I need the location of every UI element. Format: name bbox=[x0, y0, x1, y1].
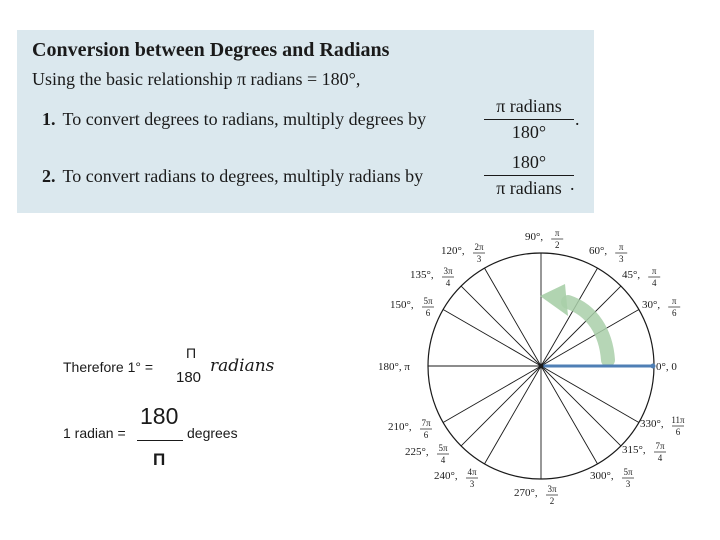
radians-word: radians bbox=[210, 356, 275, 376]
angle-label: 240°, bbox=[434, 470, 458, 482]
angle-label: 135°, bbox=[410, 269, 434, 281]
rule-2-fraction-numerator: 180° bbox=[511, 152, 547, 172]
angle-label-denominator: 2 bbox=[554, 240, 560, 250]
angle-label-numerator: 3π bbox=[443, 266, 453, 276]
rule-2-fraction bbox=[484, 152, 574, 199]
angle-label-numerator: 5π bbox=[623, 467, 633, 477]
rule-2-period: . bbox=[570, 174, 575, 194]
fraction-bar bbox=[484, 175, 574, 176]
rule-1-number: 1. bbox=[42, 109, 56, 129]
spoke-315 bbox=[541, 366, 621, 446]
angle-label-denominator: 2 bbox=[549, 496, 555, 506]
angle-label: 300°, bbox=[590, 470, 614, 482]
angle-label-numerator: π bbox=[554, 228, 560, 238]
angle-label: 60°, bbox=[589, 245, 608, 257]
angle-label-denominator: 3 bbox=[625, 479, 631, 489]
rotation-arrow bbox=[568, 302, 608, 360]
angle-label-numerator: π bbox=[671, 296, 677, 306]
rule-1 bbox=[42, 109, 426, 130]
angle-label: 210°, bbox=[388, 421, 412, 433]
angle-label-denominator: 6 bbox=[675, 427, 681, 437]
box-title: Conversion between Degrees and Radians bbox=[32, 39, 390, 61]
rule-1-fraction-numerator: π radians bbox=[496, 96, 562, 116]
therefore-text: Therefore 1° = bbox=[63, 359, 154, 375]
rule-1-text: To convert degrees to radians, multiply degrees by bbox=[62, 109, 427, 129]
spoke-225 bbox=[461, 366, 541, 446]
spoke-300 bbox=[541, 366, 598, 464]
spoke-330 bbox=[541, 366, 639, 423]
spoke-150 bbox=[443, 310, 541, 367]
spoke-210 bbox=[443, 366, 541, 423]
rule-1-period: . bbox=[575, 109, 580, 129]
angle-label-denominator: 6 bbox=[423, 430, 429, 440]
degrees-word: degrees bbox=[187, 425, 238, 441]
rule-2-text: To convert radians to degrees, multiply radians by bbox=[62, 166, 424, 186]
angle-label: 120°, bbox=[441, 245, 465, 257]
rule-2-number: 2. bbox=[42, 166, 56, 186]
angle-label-denominator: 3 bbox=[618, 254, 624, 264]
angle-label-numerator: 4π bbox=[467, 467, 477, 477]
rule-1-fraction bbox=[484, 96, 574, 143]
spoke-135 bbox=[461, 286, 541, 366]
angle-label: 270°, bbox=[514, 487, 538, 499]
angle-label: 150°, bbox=[390, 299, 414, 311]
fraction-bar bbox=[484, 119, 574, 120]
angle-label: 45°, bbox=[622, 269, 641, 281]
fraction-bar bbox=[137, 440, 183, 441]
angle-label-denominator: 4 bbox=[440, 455, 446, 465]
angle-label: 330°, bbox=[640, 418, 664, 430]
angle-label: 90°, bbox=[525, 231, 544, 243]
angle-label-numerator: 2π bbox=[474, 242, 484, 252]
spoke-240 bbox=[485, 366, 542, 464]
rule-2 bbox=[42, 166, 423, 187]
angle-label-numerator: 5π bbox=[438, 443, 448, 453]
angle-label-numerator: π bbox=[651, 266, 657, 276]
center-point bbox=[539, 364, 544, 369]
pi-denominator: Π bbox=[153, 450, 166, 469]
angle-label-denominator: 4 bbox=[445, 278, 451, 288]
angle-label-denominator: 6 bbox=[425, 308, 431, 318]
unit-circle-diagram bbox=[360, 222, 700, 522]
angle-label: 315°, bbox=[622, 444, 646, 456]
angle-label-numerator: 11π bbox=[671, 415, 685, 425]
angle-label-denominator: 4 bbox=[651, 278, 657, 288]
angle-label: 0°, 0 bbox=[656, 361, 677, 373]
zero-point bbox=[651, 364, 656, 369]
angle-label-denominator: 3 bbox=[476, 254, 482, 264]
intro-equation: π radians = 180°, bbox=[236, 69, 361, 89]
conversion-box bbox=[17, 30, 594, 213]
angle-label-numerator: 3π bbox=[547, 484, 557, 494]
denominator-180: 180 bbox=[176, 369, 202, 386]
angle-label-denominator: 3 bbox=[469, 479, 475, 489]
rule-1-fraction-denominator: 180° bbox=[511, 122, 547, 142]
angle-label: 180°, π bbox=[378, 361, 410, 373]
angle-label-numerator: π bbox=[618, 242, 624, 252]
angle-label-numerator: 5π bbox=[423, 296, 433, 306]
rotation-arrowhead bbox=[540, 284, 568, 316]
one-radian-text: 1 radian = bbox=[63, 425, 126, 441]
intro-line bbox=[32, 69, 360, 90]
angle-label: 30°, bbox=[642, 299, 661, 311]
rule-2-fraction-denominator: π radians bbox=[496, 178, 562, 198]
angle-label-denominator: 4 bbox=[657, 453, 663, 463]
angle-label: 225°, bbox=[405, 446, 429, 458]
angle-label-numerator: 7π bbox=[421, 418, 431, 428]
intro-prefix: Using the basic relationship bbox=[32, 69, 233, 89]
numerator-180: 180 bbox=[140, 403, 179, 429]
angle-label-denominator: 6 bbox=[671, 308, 677, 318]
angle-label-numerator: 7π bbox=[655, 441, 665, 451]
pi-numerator: Π bbox=[186, 345, 197, 361]
spoke-120 bbox=[485, 268, 542, 366]
